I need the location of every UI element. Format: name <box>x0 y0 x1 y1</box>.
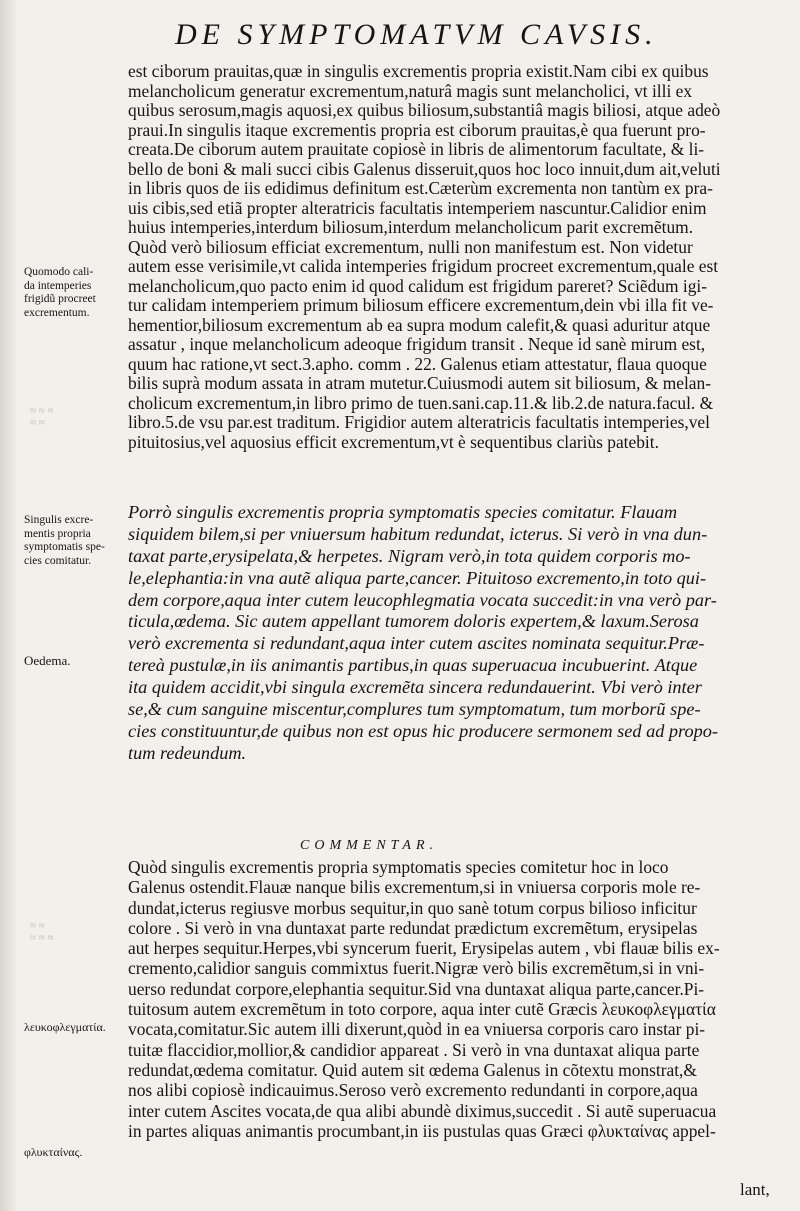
text-line: est ciborum prauitas,quæ in singulis excrementis propria existit.Nam cibi ex quibus <box>128 62 709 81</box>
text-line: cholicum excrementum,in libro primo de tuen.sani.cap.11.& lib.2.de natura.facul. & <box>128 393 714 413</box>
bleed-through-mark: ≈ ≈ ≈ ≈ ≈ <box>30 920 54 944</box>
text-line: nos alibi copiosè indicauimus.Seroso verò excremento redundanti in corpore,aqua <box>128 1080 698 1101</box>
text-line: Quomodo cali- <box>24 266 94 278</box>
catchword: lant, <box>740 1180 770 1199</box>
text-line: Quòd singulis excrementis propria symptomatis species comitetur hoc in loco <box>128 857 669 877</box>
text-line: hementior,biliosum excrementum ab ea supra modum calefit,& quasi aduritur atque <box>128 315 711 335</box>
text-line: autem esse verisimile,vt calida intemperies frigidum procreet excrementum,quale est <box>128 257 719 276</box>
text-line: vocata,comitatur.Sic autem illi dixerunt,quòd in ea vniuersa corporis caro instar pi- <box>128 1019 706 1040</box>
text-line: inter cutem Ascites vocata,de qua alibi abundè diximus,succedit . Si autẽ superuacua <box>128 1100 717 1121</box>
text-line: siquidem bilem,si per vniuersum habitum redundat, icterus. Si verò in vna dun- <box>128 523 708 544</box>
text-line: λευκοφλεγματία. <box>24 1020 106 1034</box>
text-line: praui.In singulis itaque excrementis propria est ciborum prauitas,è qua fuerunt pro- <box>128 120 706 140</box>
text-line: quibus serosum,magis aquosi,ex quibus biliosum,substantiâ magis biliosi, atque adeò <box>128 101 721 120</box>
text-line: cies comitatur. <box>24 554 92 567</box>
text-line: Oedema. <box>24 653 71 668</box>
text-line: ita quidem accidit,vbi singula excremẽta sincera redundauerint. Vbi verò inter <box>128 677 702 698</box>
text-line: Quòd verò biliosum efficiat excrementum, nulli non manifestum est. Non videtur <box>128 237 693 257</box>
text-line: verò excrementa si redundant,aqua inter cutem ascites nominata sequitur.Præ- <box>128 633 705 654</box>
text-line: tuitosum autem excremẽtum in toto corpore, aqua inter cutẽ Græcis λευκοφλεγματία <box>128 999 716 1020</box>
margin-note-4 <box>24 1021 129 1035</box>
text-line: uis cibis,sed etiã propter alteratricis facultatis intemperiem nascuntur.Calidior enim <box>128 198 707 218</box>
text-line: melancholicum,quo pacto enim id quod calidum est frigidum pareret? Sciẽdum igi- <box>128 276 708 296</box>
text-line: colore . Si verò in vna duntaxat parte redundat prædictum excremẽtum, erysipelas <box>128 917 698 938</box>
text-line: taxat parte,erysipelata,& herpetes. Nigram verò,in tota quidem corporis mo- <box>128 545 691 566</box>
paragraph-3 <box>128 857 770 1141</box>
paragraph-1 <box>128 62 770 452</box>
text-line: Porrò singulis excrementis propria symptomatis species comitatur. Flauam <box>128 502 678 522</box>
text-line: tur calidam intemperiem primum biliosum efficere excrementum,dein vbi illa fit ve- <box>128 296 714 315</box>
text-line: Galenus ostendit.Flauæ nanque bilis excrementum,si in vniuersa corporis mole re- <box>128 877 701 898</box>
text-line: bilis suprà modum assata in atram mutetur.Cuiusmodi autem sit biliosum, & melan- <box>128 374 712 393</box>
margin-note-1 <box>24 266 129 320</box>
text-line: huius intemperies,interdum biliosum,interdum melancholicum parit excremẽtum. <box>128 218 694 237</box>
text-line: symptomatis spe- <box>24 541 105 553</box>
text-line: le,elephantia:in vna autẽ aliqua parte,cancer. Pituitoso excremento,in toto qui- <box>128 567 707 588</box>
text-line: bello de boni & mali succi cibis Galenus disseruit,quos hoc loco innuit,dum ait,veluti <box>128 159 721 179</box>
commentary-heading: COMMENTAR. <box>300 838 439 853</box>
text-line: dem corpore,aqua inter cutem leucophlegmatia vocata succedit:in vna verò par- <box>128 589 717 610</box>
text-line: dundat,icterus regiusve morbus sequitur,in quo sanè totum corpus bilioso inficitur <box>128 897 697 918</box>
text-line: assatur , inque melancholicum adeoque frigidum transit . Neque id sanè mirum est, <box>128 335 706 354</box>
text-line: se,& cum sanguine miscentur,complures tum symptomatum, tum morborũ spe- <box>128 699 701 720</box>
text-line: cremento,calidior sanguis commixtus fuerit.Nigræ verò bilis excremẽtum,si in vni- <box>128 958 705 979</box>
text-line: melancholicum generatur excrementum,naturâ magis sunt melancholici, vt illi ex <box>128 81 693 101</box>
text-line: libro.5.de vsu par.est traditum. Frigidior autem alteratricis facultatis intemperies,vel <box>128 413 710 432</box>
gutter-shadow <box>0 0 18 1211</box>
text-line: quum hac ratione,vt sect.3.apho. comm . 22. Galenus etiam attestatur, flaua quoque <box>128 354 707 374</box>
running-head: DE SYMPTOMATVM CAVSIS. <box>175 18 658 51</box>
text-line: uerso redundat corpore,elephantia sequitur.Sid vna duntaxat aliqua parte,cancer.Pi- <box>128 978 705 999</box>
text-line: excrementum. <box>24 306 90 319</box>
text-line: frigidũ procreet <box>24 293 96 305</box>
paragraph-2 <box>128 502 770 765</box>
text-line: mentis propria <box>24 527 91 540</box>
text-line: creata.De ciborum autem prauitate copiosè in libris de alimentorum facultate, & li- <box>128 140 705 159</box>
margin-note-2 <box>24 514 129 568</box>
text-line: pituitosius,vel aquosius efficit excrementum,vt è sequentibus clariùs patebit. <box>128 432 659 452</box>
margin-note-3 <box>24 654 129 668</box>
text-line: tereà pustulæ,in iis animantis partibus,in quas superuacua incubuerint. Atque <box>128 655 698 676</box>
text-line: φλυκταίνας. <box>24 1145 83 1159</box>
text-line: tum redeundum. <box>128 742 247 763</box>
text-line: in partes aliquas animantis procumbant,in iis pustulas quas Græci φλυκταίνας appel- <box>128 1120 716 1141</box>
text-line: tuitæ flaccidior,mollior,& candidior appareat . Si verò in vna duntaxat aliqua parte <box>128 1039 700 1060</box>
text-line: cies constituuntur,de quibus non est opus hic producere sermonem sed ad propo- <box>128 720 719 741</box>
text-line: redundat,œdema comitatur. Quid autem sit œdema Galenus in cõtextu monstrat,& <box>128 1059 697 1080</box>
text-line: in libris quos de iis edidimus definitum est.Cæterùm excrementa non tantùm ex pra- <box>128 179 713 198</box>
bleed-through-mark: ≈ ≈ ≈ ≈ ≈ <box>30 405 54 429</box>
text-line: Singulis excre- <box>24 514 94 526</box>
text-line: da intemperies <box>24 279 92 292</box>
margin-note-5 <box>24 1146 129 1160</box>
text-line: aut herpes sequitur.Herpes,vbi syncerum fuerit, Erysipelas autem , vbi flauæ bilis ex- <box>128 938 720 959</box>
text-line: ticula,œdema. Sic autem appellant tumorem doloris expertem,& laxum.Serosa <box>128 611 699 632</box>
